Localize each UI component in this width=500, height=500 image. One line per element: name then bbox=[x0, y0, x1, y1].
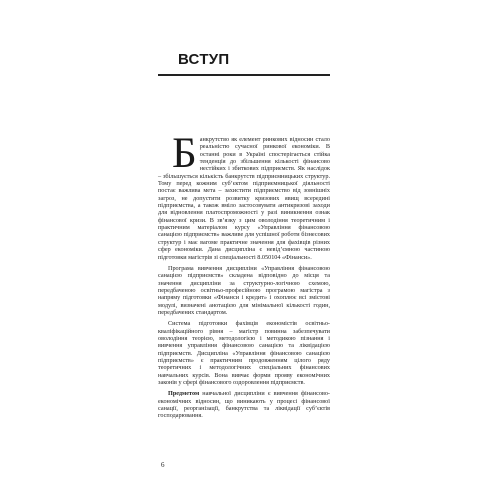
chapter-header bbox=[158, 46, 330, 76]
subject-term: Предметом bbox=[168, 390, 200, 398]
paragraph: Система підготовки фахівців економістів освітньо-кваліфікаційного рівня – магістр повинна забезпечувати оволодіння теорією, методологією і методикою пізнання і вивчення управління фінансовою санацією та ліквідацією підприємств. Дисципліна «Управління фінансовою санацією підприємств» є практичним продовженням цілого ряду теоретичних і методологічних спеціальних фінансових навчальних курсів. Вона вивчає форми прояву економічних законів у сфері фінансового оздоровлення підприємств. bbox=[158, 320, 330, 386]
paragraph: Програма вивчення дисципліни «Управління фінансовою санацією підприємств» складена відповідно до місця та значення дисципліни за структурно-логічною схемою, передбаченою освітньо-професійною програмою магістра з напряму підготовки «Фінанси і кредит» і охоплює всі змістові модулі, визначені анотацією для мінімальної кількості годин, передбачених стандартом. bbox=[158, 264, 330, 316]
page-body bbox=[158, 130, 330, 420]
subject-paragraph bbox=[158, 390, 330, 419]
drop-cap: Б bbox=[172, 130, 197, 177]
subject-text: навчальної дисципліни є вивчення фінансово-економічних відносин, що виникають у процесі фінансової санації, реорганізації, банкрутства та ліквідації суб’єктів господарювання. bbox=[158, 390, 330, 420]
intro-paragraph bbox=[158, 130, 330, 261]
intro-text: анкрутство як елемент ринкових відносин стало реальністю сучасної ринкової економіки. В останні роки в Україні спостерігається стійка тенденція до збільшення кількості фінансово нестійких і збиткових підприємств. Як наслідок – збільшується кількість банкрутств підприємницьких структур. Тому перед кожним суб’єктом підприємницької діяльності постає важлива мета – захистити підприємство від зовнішніх загроз, не допустити розвитку кризових явищ всередині підприємства, а також вміло застосовувати антикризові заходи для відновлення платоспроможності у разі виникнення ознак фінансової кризи. В зв’язку з цим оволодіння теоретичним і практичним матеріалом курсу «Управління фінансовою санацією підприємств» важливе для успішної роботи бізнесових структур і має вагоме практичне значення для фахівців різних сфер економіки. Дана дисципліна є невід’ємною частиною підготовки магістрів зі спеціальності 8.050104 «Фінанси». bbox=[158, 136, 330, 261]
chapter-title: ВСТУП bbox=[178, 51, 230, 68]
page-number: 6 bbox=[161, 461, 165, 469]
